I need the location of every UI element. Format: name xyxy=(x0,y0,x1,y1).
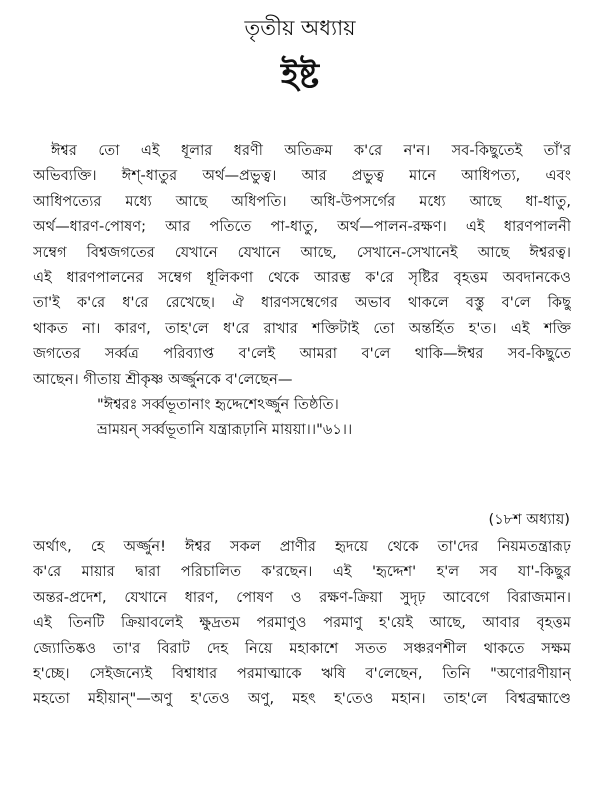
text-line: মহতো মহীয়ান্"—অণু হ'তেও অণু, মহৎ হ'তেও মহান। তাহ'লে বিশ্বব্রহ্মাণ্ডে xyxy=(33,690,571,708)
text-line: আধিপত্যের মধ্যে আছে অধিপতি। অধি-উপসর্গের মধ্যে আছে ধা-ধাতু, xyxy=(33,192,571,210)
chapter-label: তৃতীয় অধ্যায় xyxy=(244,16,356,40)
text-line: জগতের সর্ব্বত্র পরিব্যাপ্ত ব'লেই আমরা ব'লে থাকি—ঈশ্বর সব-কিছুতে xyxy=(33,345,571,363)
chapter-title: ইষ্ট xyxy=(280,56,320,96)
verse-line: "ঈশ্বরঃ সর্ব্বভূতানাং হৃদ্দেশেঽর্জ্জুন তিষ্ঠতি। xyxy=(97,395,339,413)
text-line: ক'রে মায়ার দ্বারা পরিচালিত ক'রছেন। এই 'হৃদ্দেশ' হ'ল সব যা'-কিছুর xyxy=(33,563,571,581)
text-line: অর্থাৎ, হে অর্জ্জুন! ঈশ্বর সকল প্রাণীর হৃদয়ে থেকে তা'দের নিয়মতন্ত্রারূঢ় xyxy=(33,538,571,555)
chapter-reference: (১৮শ অধ্যায়) xyxy=(488,511,570,528)
text-line: এই তিনটি ক্রিয়াবলেই ক্ষুদ্রতম পরমাণুও পরমাণু হ'য়েই আছে, আবার বৃহত্তম xyxy=(33,614,571,632)
text-line: সম্বেগ বিশ্বজগতের যেখানে যেখানে আছে, সেখানে-সেখানেই আছে ঈশ্বরত্ব। xyxy=(33,243,571,261)
text-line: তা'ই ক'রে ধ'রে রেখেছে। ঐ ধারণসম্বেগের অভাব থাকলে বস্তু ব'লে কিছু xyxy=(33,294,571,312)
text-line: এই ধারণপালনের সম্বেগ ধূলিকণা থেকে আরম্ভ ক'রে সৃষ্টির বৃহত্তম অবদানকেও xyxy=(33,268,571,286)
paragraph-2 xyxy=(33,534,571,712)
text-line: অর্থ—ধারণ-পোষণ; আর পতিতে পা-ধাতু, অর্থ—পালন-রক্ষণ। এই ধারণপালনী xyxy=(33,218,571,236)
text-line: আছেন। গীতায় শ্রীকৃষ্ণ অর্জ্জুনকে ব'লেছেন— xyxy=(33,370,293,388)
text-line: অভিব্যক্তি। ঈশ্-ধাতুর অর্থ—প্রভুত্ব। আর প্রভুত্ব মানে আধিপত্য, এবং xyxy=(33,167,571,185)
text-line: অন্তর-প্রদেশ, যেখানে ধারণ, পোষণ ও রক্ষণ-ক্রিয়া সুদৃঢ় আবেগে বিরাজমান। xyxy=(33,588,571,606)
text-line: জ্যোতিষ্কও তা'র বিরাট দেহ নিয়ে মহাকাশে সতত সঞ্চরণশীল থাকতে সক্ষম xyxy=(33,639,571,657)
text-line: থাকত না। কারণ, তাহ'লে ধ'রে রাখার শক্তিটাই তো অন্তর্হিত হ'ত। এই শক্তি xyxy=(33,319,571,337)
text-line: হ'চ্ছে। সেইজন্যেই বিশ্বাধার পরমাত্মাকে ঋষি ব'লেছেন, তিনি "অণোরণীয়ান্ xyxy=(33,664,571,682)
verse-line: ভ্রাময়ন্ সর্ব্বভূতানি যন্ত্রারূঢ়ানি মায়য়া।।"৬১।। xyxy=(97,421,353,439)
paragraph-1 xyxy=(33,138,571,443)
text-line: ঈশ্বর তো এই ধূলার ধরণী অতিক্রম ক'রে ন'ন। সব-কিছুতেই তাঁ'র xyxy=(51,142,571,159)
